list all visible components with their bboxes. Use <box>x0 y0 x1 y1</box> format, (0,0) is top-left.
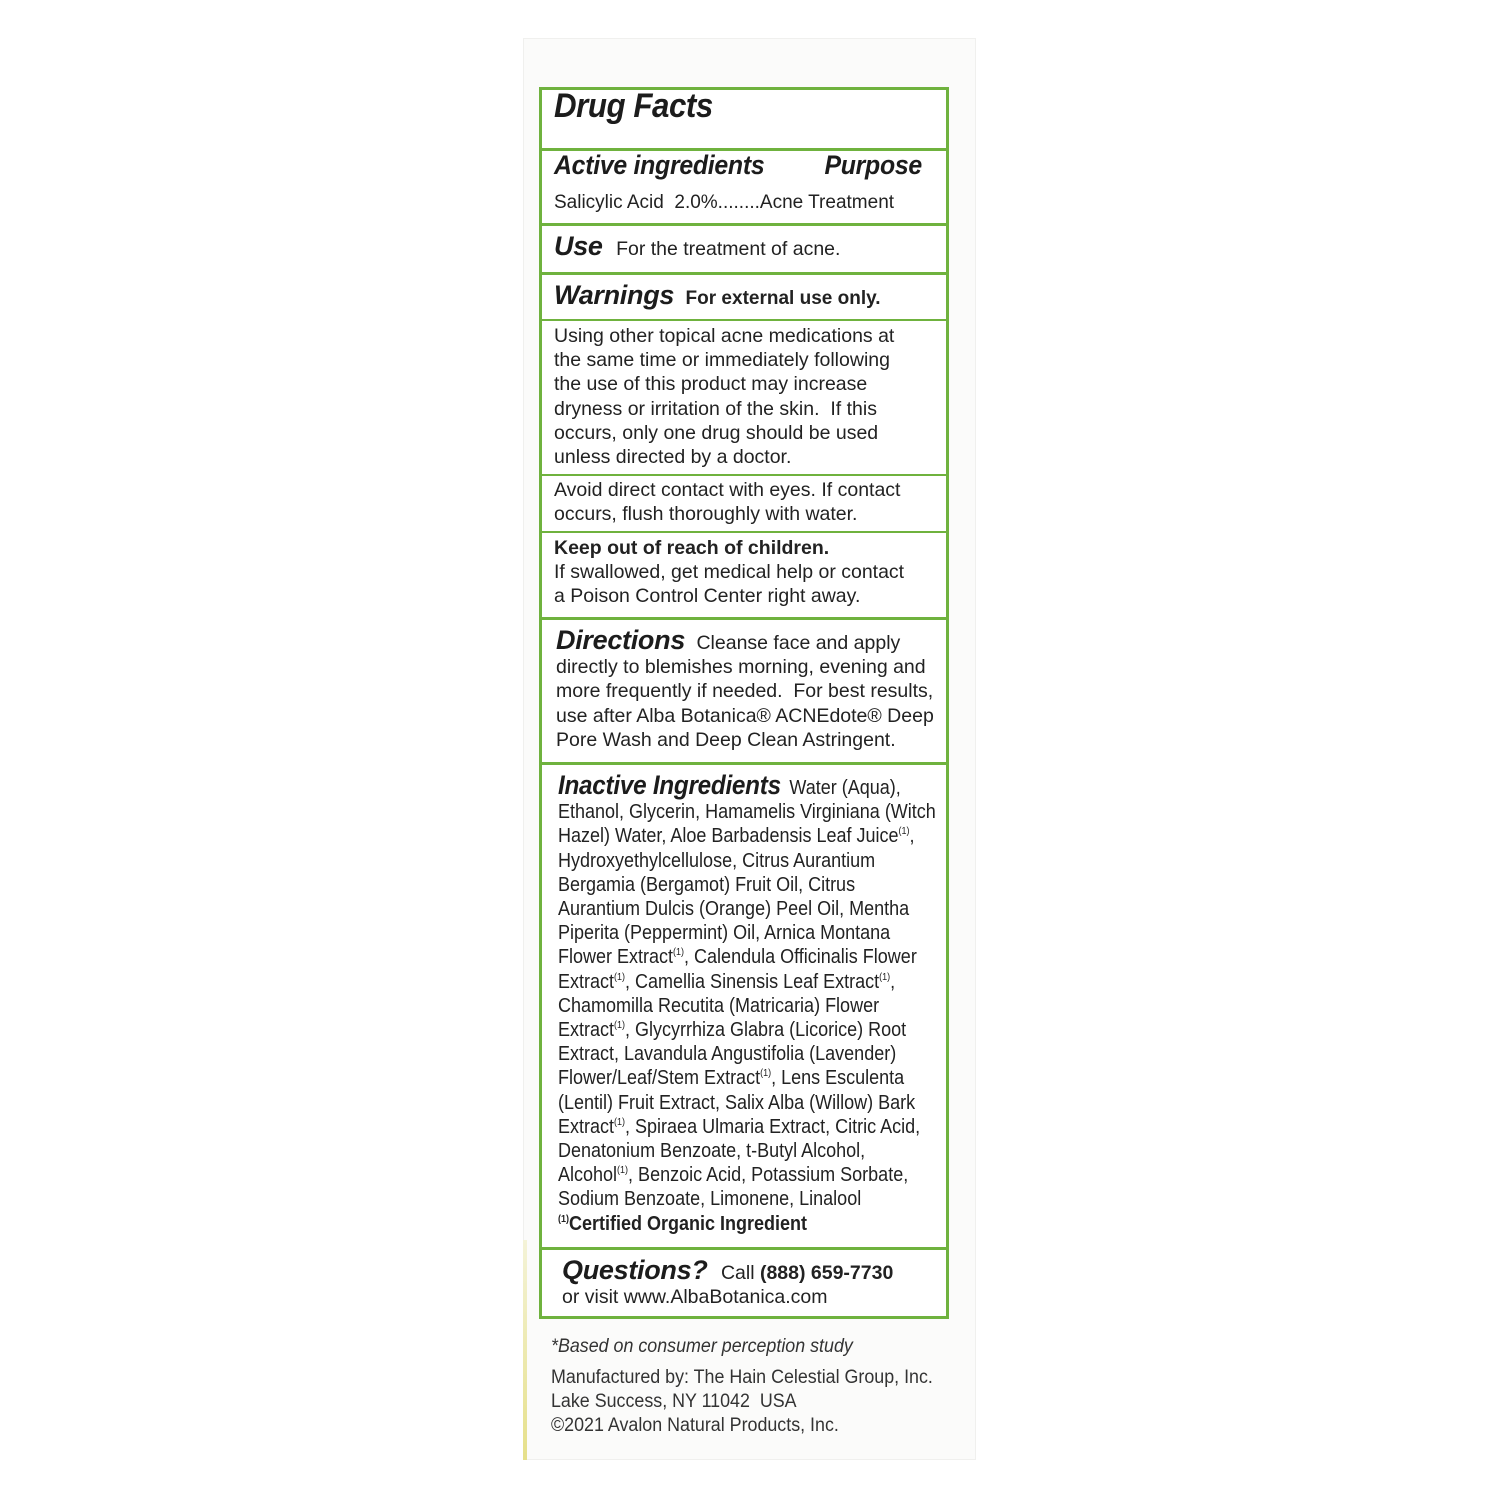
text-line: Pore Wash and Deep Clean Astringent. <box>556 728 896 751</box>
footnote-marker: (1) <box>898 826 910 838</box>
children-warning-section <box>542 531 946 616</box>
manufacturer-line: Manufactured by: The Hain Celestial Group, Inc. <box>551 1367 933 1388</box>
text-line: the same time or immediately following <box>554 349 890 372</box>
address-line: Lake Success, NY 11042 USA <box>551 1391 797 1412</box>
text-line: Hazel) Water, Aloe Barbadensis Leaf Juice$^{(1)}$, <box>558 825 915 848</box>
text-line: Water (Aqua), <box>789 777 901 799</box>
drug-facts-panel <box>539 87 949 1319</box>
footnote-marker: (1) <box>617 1165 629 1177</box>
text-line: Extract$^{(1)}$, Spiraea Ulmaria Extract, Citric Acid, <box>558 1115 921 1138</box>
footnote-marker: (1) <box>614 1116 626 1128</box>
text-line: Using other topical acne medications at <box>554 325 895 347</box>
consumer-study-note: *Based on consumer perception study <box>551 1336 853 1357</box>
website-line[interactable]: or visit www.AlbaBotanica.com <box>562 1286 828 1309</box>
drug-facts-title: Drug Facts <box>554 87 713 125</box>
footnote-marker: (1) <box>879 971 891 983</box>
text-line: Piperita (Peppermint) Oil, Arnica Montana <box>558 922 891 945</box>
text-line: Aurantium Dulcis (Orange) Peel Oil, Mentha <box>558 898 910 921</box>
phone-number[interactable]: (888) 659-7730 <box>759 1262 894 1284</box>
text-line: Hydroxyethylcellulose, Citrus Aurantium <box>558 849 876 872</box>
footnote-marker: (1) <box>614 1020 626 1032</box>
text-line: more frequently if needed. For best results, <box>556 680 934 703</box>
copyright-line: ©2021 Avalon Natural Products, Inc. <box>551 1415 839 1436</box>
footnote-marker: (1) <box>673 947 685 959</box>
footnote-marker: (1) <box>558 1213 570 1225</box>
warnings-heading: Warnings <box>554 280 675 310</box>
text-line: Chamomilla Recutita (Matricaria) Flower <box>558 994 880 1017</box>
external-use-text: For external use only. <box>685 288 881 309</box>
active-ingredients-heading: Active ingredients <box>554 150 765 180</box>
questions-section <box>542 1247 946 1319</box>
purpose-heading: Purpose <box>824 150 922 180</box>
text-line: use after Alba Botanica® ACNEdote® Deep <box>556 704 934 727</box>
active-ingredients-section <box>542 148 946 222</box>
active-ingredient-line: Salicylic Acid 2.0%........Acne Treatment <box>554 192 895 213</box>
footnote-marker: (1) <box>614 971 626 983</box>
text-line: Extract$^{(1)}$, Camellia Sinensis Leaf Extract$^{(1)}$, <box>558 970 896 993</box>
text-line: Ethanol, Glycerin, Hamamelis Virginiana (Witch <box>558 801 936 824</box>
warnings-section <box>542 272 946 322</box>
text-line: Cleanse face and apply <box>696 632 901 654</box>
text-line: (Lentil) Fruit Extract, Salix Alba (Willow) Bark <box>558 1091 916 1114</box>
text-line: Avoid direct contact with eyes. If contact <box>554 479 901 501</box>
text-line: Bergamia (Bergamot) Fruit Oil, Citrus <box>558 873 856 896</box>
use-section <box>542 223 946 271</box>
text-line: Alcohol$^{(1)}$, Benzoic Acid, Potassium Sorbate, <box>558 1164 909 1187</box>
package-edge-tint <box>523 1240 527 1460</box>
use-heading: Use <box>554 231 603 261</box>
text-line: Denatonium Benzoate, t-Butyl Alcohol, <box>558 1140 866 1163</box>
text-line: directly to blemishes morning, evening and <box>556 656 926 679</box>
use-text: For the treatment of acne. <box>616 238 841 260</box>
organic-footnote: $^{(1)}$Certified Organic Ingredient <box>558 1212 808 1235</box>
call-label: Call <box>720 1262 755 1284</box>
warnings-para-1 <box>542 319 946 474</box>
text-line: unless directed by a doctor. <box>554 446 792 469</box>
questions-heading: Questions? <box>562 1255 708 1285</box>
text-line: Flower Extract$^{(1)}$, Calendula Officinalis Flower <box>558 946 917 969</box>
text-line: occurs, flush thoroughly with water. <box>554 503 858 526</box>
text-line: a Poison Control Center right away. <box>554 585 861 608</box>
text-line: the use of this product may increase <box>554 373 868 396</box>
text-line: Extract, Lavandula Angustifolia (Lavender) <box>558 1043 897 1066</box>
text-line: Flower/Leaf/Stem Extract$^{(1)}$, Lens Esculenta <box>558 1067 905 1090</box>
footnote-marker: (1) <box>760 1068 772 1080</box>
directions-section <box>542 617 946 761</box>
text-line: If swallowed, get medical help or contact <box>554 561 905 584</box>
text-line: Extract$^{(1)}$, Glycyrrhiza Glabra (Licorice) Root <box>558 1019 907 1042</box>
text-line: dryness or irritation of the skin. If this <box>554 397 877 420</box>
directions-heading: Directions <box>556 625 686 655</box>
text-line: occurs, only one drug should be used <box>554 421 879 444</box>
text-line: Sodium Benzoate, Limonene, Linalool <box>558 1188 862 1211</box>
inactive-ingredients-section <box>542 762 946 1246</box>
children-warning-heading: Keep out of reach of children. <box>554 537 830 559</box>
warnings-para-2 <box>542 474 946 531</box>
inactive-ingredients-heading: Inactive Ingredients <box>558 770 781 800</box>
